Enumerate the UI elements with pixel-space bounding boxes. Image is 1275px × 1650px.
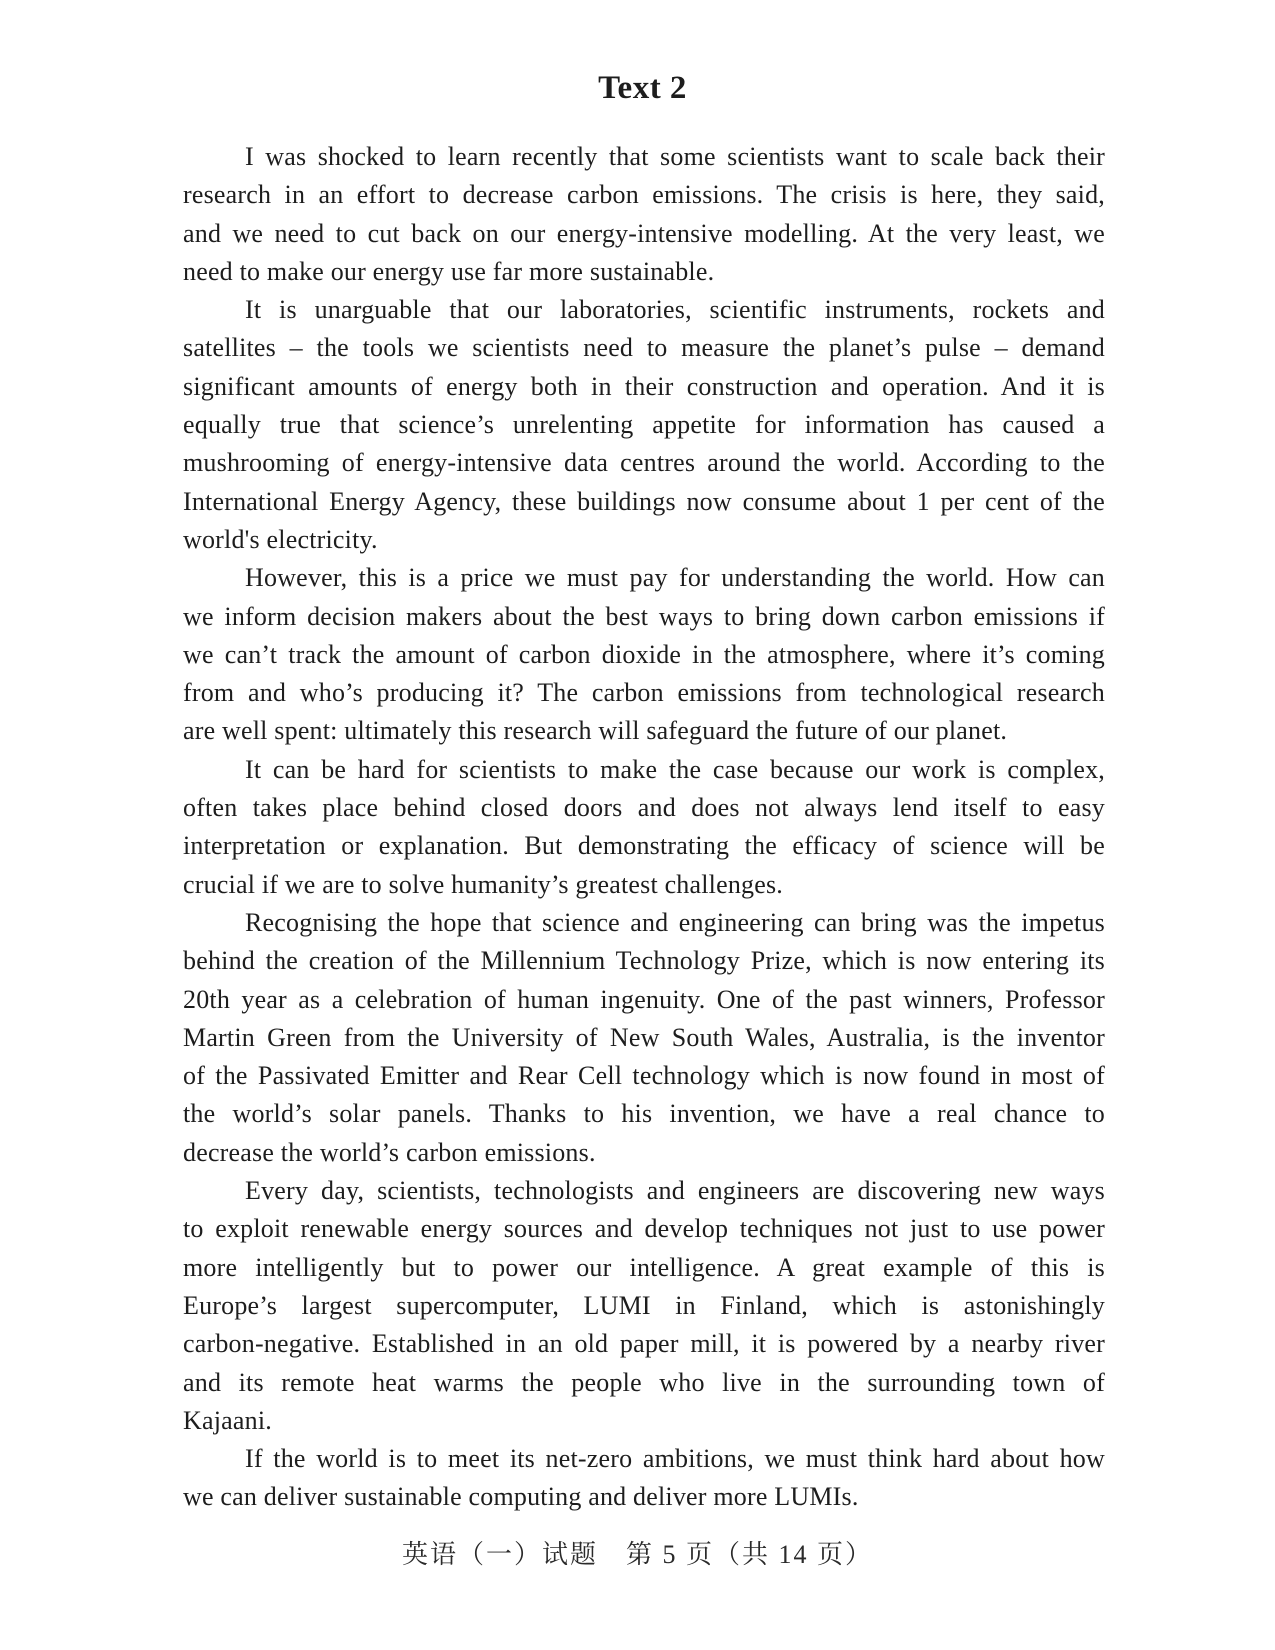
text-line: 20th year as a celebration of human ingenuity. One of the past winners, Professor — [183, 984, 1105, 1014]
text-line: satellites – the tools we scientists need to measure the planet’s pulse – demand — [183, 333, 1105, 363]
page-footer: 英语（一）试题 第 5 页（共 14 页） — [401, 1540, 873, 1569]
text-line: I was shocked to learn recently that some scientists want to scale back their — [245, 142, 1105, 171]
text-line: need to make our energy use far more sustainable. — [183, 256, 715, 286]
text-line: However, this is a price we must pay for understanding the world. How can — [245, 563, 1105, 593]
text-line: Every day, scientists, technologists and engineers are discovering new ways — [245, 1176, 1105, 1206]
text-line: we can’t track the amount of carbon dioxide in the atmosphere, where it’s coming — [183, 639, 1105, 669]
text-line: If the world is to meet its net-zero ambitions, we must think hard about how — [245, 1444, 1105, 1474]
text-line: of the Passivated Emitter and Rear Cell technology which is now found in most of — [183, 1061, 1105, 1091]
text-line: International Energy Agency, these buildings now consume about 1 per cent of the — [183, 486, 1105, 516]
text-line: the world’s solar panels. Thanks to his invention, we have a real chance to — [183, 1099, 1105, 1129]
text-line: crucial if we are to solve humanity’s greatest challenges. — [183, 869, 783, 899]
paragraph — [183, 291, 1105, 559]
paragraph — [183, 559, 1105, 750]
text-line: world's electricity. — [183, 524, 378, 554]
text-line: Martin Green from the University of New South Wales, Australia, is the inventor — [183, 1022, 1105, 1052]
text-line: decrease the world’s carbon emissions. — [183, 1137, 596, 1167]
paragraph — [183, 138, 1105, 291]
paragraph — [183, 1440, 1105, 1517]
page-title: Text 2 — [598, 70, 687, 106]
text-line: interpretation or explanation. But demonstrating the efficacy of science will be — [183, 831, 1105, 861]
text-line: we can deliver sustainable computing and deliver more LUMIs. — [183, 1482, 859, 1512]
text-line: are well spent: ultimately this research will safeguard the future of our planet. — [183, 716, 1008, 746]
paragraph — [183, 904, 1105, 1172]
paragraph — [183, 751, 1105, 904]
text-line: Europe’s largest supercomputer, LUMI in Finland, which is astonishingly — [183, 1290, 1105, 1320]
text-line: behind the creation of the Millennium Technology Prize, which is now entering its — [183, 946, 1105, 976]
text-line: Recognising the hope that science and engineering can bring was the impetus — [245, 907, 1105, 937]
text-line: to exploit renewable energy sources and develop techniques not just to use power — [183, 1214, 1105, 1244]
text-line: and its remote heat warms the people who live in the surrounding town of — [183, 1367, 1105, 1397]
paragraph — [183, 1172, 1105, 1440]
text-line: often takes place behind closed doors and does not always lend itself to easy — [183, 793, 1105, 823]
text-line: equally true that science’s unrelenting appetite for information has caused a — [183, 410, 1105, 440]
text-line: It is unarguable that our laboratories, scientific instruments, rockets and — [245, 295, 1105, 325]
text-line: we inform decision makers about the best ways to bring down carbon emissions if — [183, 601, 1105, 631]
text-line: Kajaani. — [183, 1405, 272, 1435]
text-line: research in an effort to decrease carbon emissions. The crisis is here, they said, — [183, 180, 1105, 210]
text-line: mushrooming of energy-intensive data centres around the world. According to the — [183, 448, 1105, 478]
text-line: significant amounts of energy both in their construction and operation. And it is — [183, 371, 1105, 401]
text-line: It can be hard for scientists to make the case because our work is complex, — [245, 754, 1105, 784]
text-line: and we need to cut back on our energy-intensive modelling. At the very least, we — [183, 218, 1105, 248]
text-body — [183, 138, 1105, 1517]
text-line: more intelligently but to power our intelligence. A great example of this is — [183, 1252, 1105, 1282]
text-line: carbon-negative. Established in an old paper mill, it is powered by a nearby river — [183, 1329, 1105, 1359]
text-line: from and who’s producing it? The carbon emissions from technological research — [183, 678, 1105, 708]
